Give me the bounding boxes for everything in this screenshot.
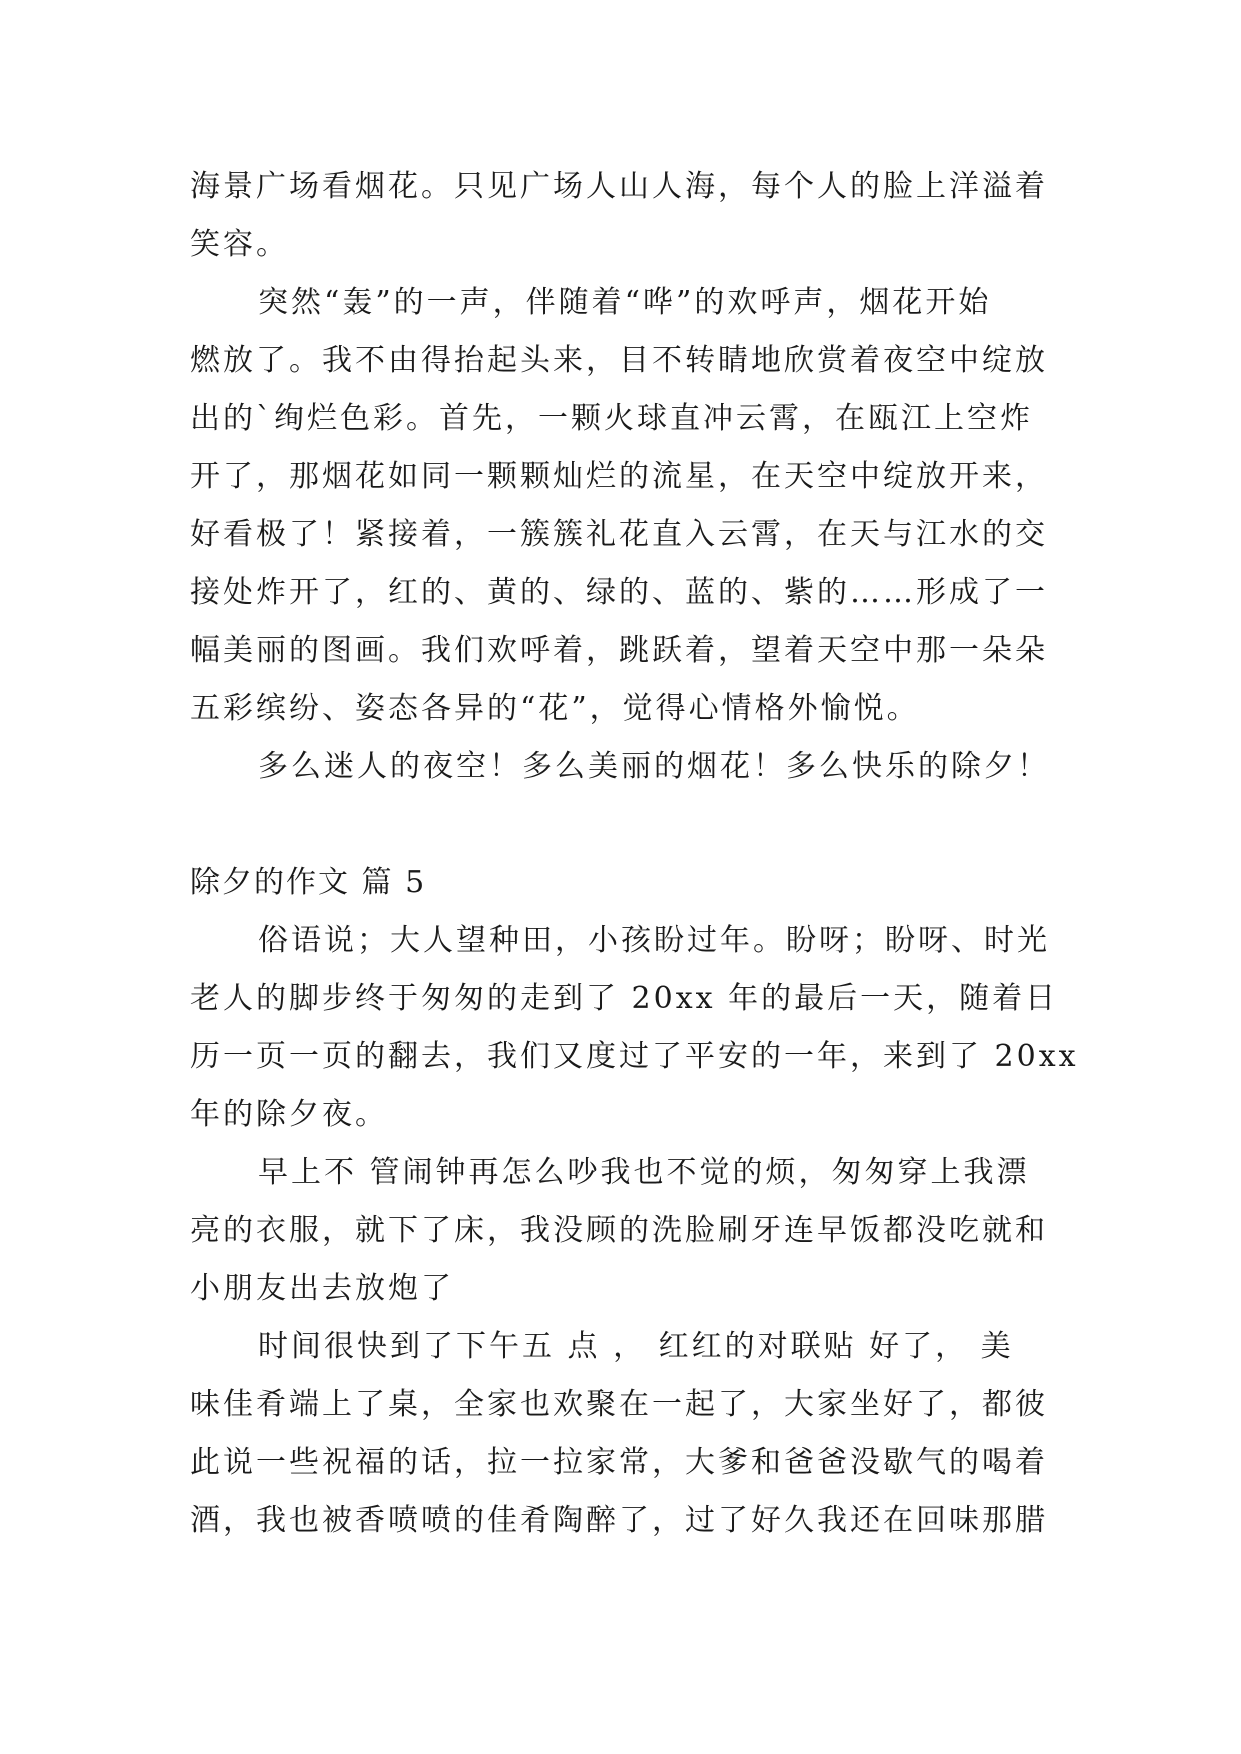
text-line: 开了，那烟花如同一颗颗灿烂的流星，在天空中绽放开来， [190, 459, 1048, 494]
text-column [190, 158, 1079, 1550]
text-line: 笑容。 [190, 227, 289, 262]
fireworks-paragraph [190, 274, 1070, 738]
evening-paragraph [190, 1318, 1070, 1550]
text-line: 酒，我也被香喷喷的佳肴陶醉了，过了好久我还在回味那腊 [190, 1503, 1048, 1538]
text-line: 幅美丽的图画。我们欢呼着，跳跃着，望着天空中那一朵朵 [190, 633, 1048, 668]
continuation-paragraph [190, 158, 1070, 274]
text-line: 接处炸开了，红的、黄的、绿的、蓝的、紫的……形成了一 [190, 575, 1048, 610]
text-line: 五彩缤纷、姿态各异的“花”，觉得心情格外愉悦。 [190, 691, 920, 726]
text-line: 突然“轰”的一声，伴随着“哗”的欢呼声，烟花开始 [258, 285, 992, 320]
text-line: 此说一些祝福的话，拉一拉家常，大爹和爸爸没歇气的喝着 [190, 1445, 1048, 1480]
text-line: 年的除夕夜。 [190, 1097, 388, 1132]
blank-line [190, 796, 1070, 854]
text-line: 小朋友出去放炮了 [190, 1271, 454, 1306]
section-heading: 除夕的作文 篇 5 [190, 865, 427, 900]
text-line: 出的`绚烂色彩。首先，一颗火球直冲云霄，在瓯江上空炸 [190, 401, 1033, 436]
text-line: 燃放了。我不由得抬起头来，目不转睛地欣赏着夜空中绽放 [190, 343, 1048, 378]
text-line: 俗语说；大人望种田，小孩盼过年。盼呀；盼呀、时光 [258, 923, 1050, 958]
text-line: 味佳肴端上了桌，全家也欢聚在一起了，大家坐好了，都彼 [190, 1387, 1048, 1422]
text-line: 亮的衣服，就下了床，我没顾的洗脸刷牙连早饭都没吃就和 [190, 1213, 1048, 1248]
text-line: 历一页一页的翻去，我们又度过了平安的一年，来到了 20xx [190, 1039, 1079, 1074]
exclaim-paragraph [190, 738, 1070, 796]
text-line: 早上不 管闹钟再怎么吵我也不觉的烦，匆匆穿上我漂 [258, 1155, 1030, 1190]
text-line: 多么迷人的夜空！多么美丽的烟花！多么快乐的除夕！ [258, 749, 1050, 784]
saying-paragraph [190, 912, 1079, 1144]
text-line: 好看极了！紧接着，一簇簇礼花直入云霄，在天与江水的交 [190, 517, 1048, 552]
text-line: 时间很快到了下午五 点 ， 红红的对联贴 好了， 美 [258, 1329, 1014, 1364]
text-line: 海景广场看烟花。只见广场人山人海，每个人的脸上洋溢着 [190, 169, 1048, 204]
text-line: 老人的脚步终于匆匆的走到了 20xx 年的最后一天，随着日 [190, 981, 1059, 1016]
morning-paragraph [190, 1144, 1070, 1318]
